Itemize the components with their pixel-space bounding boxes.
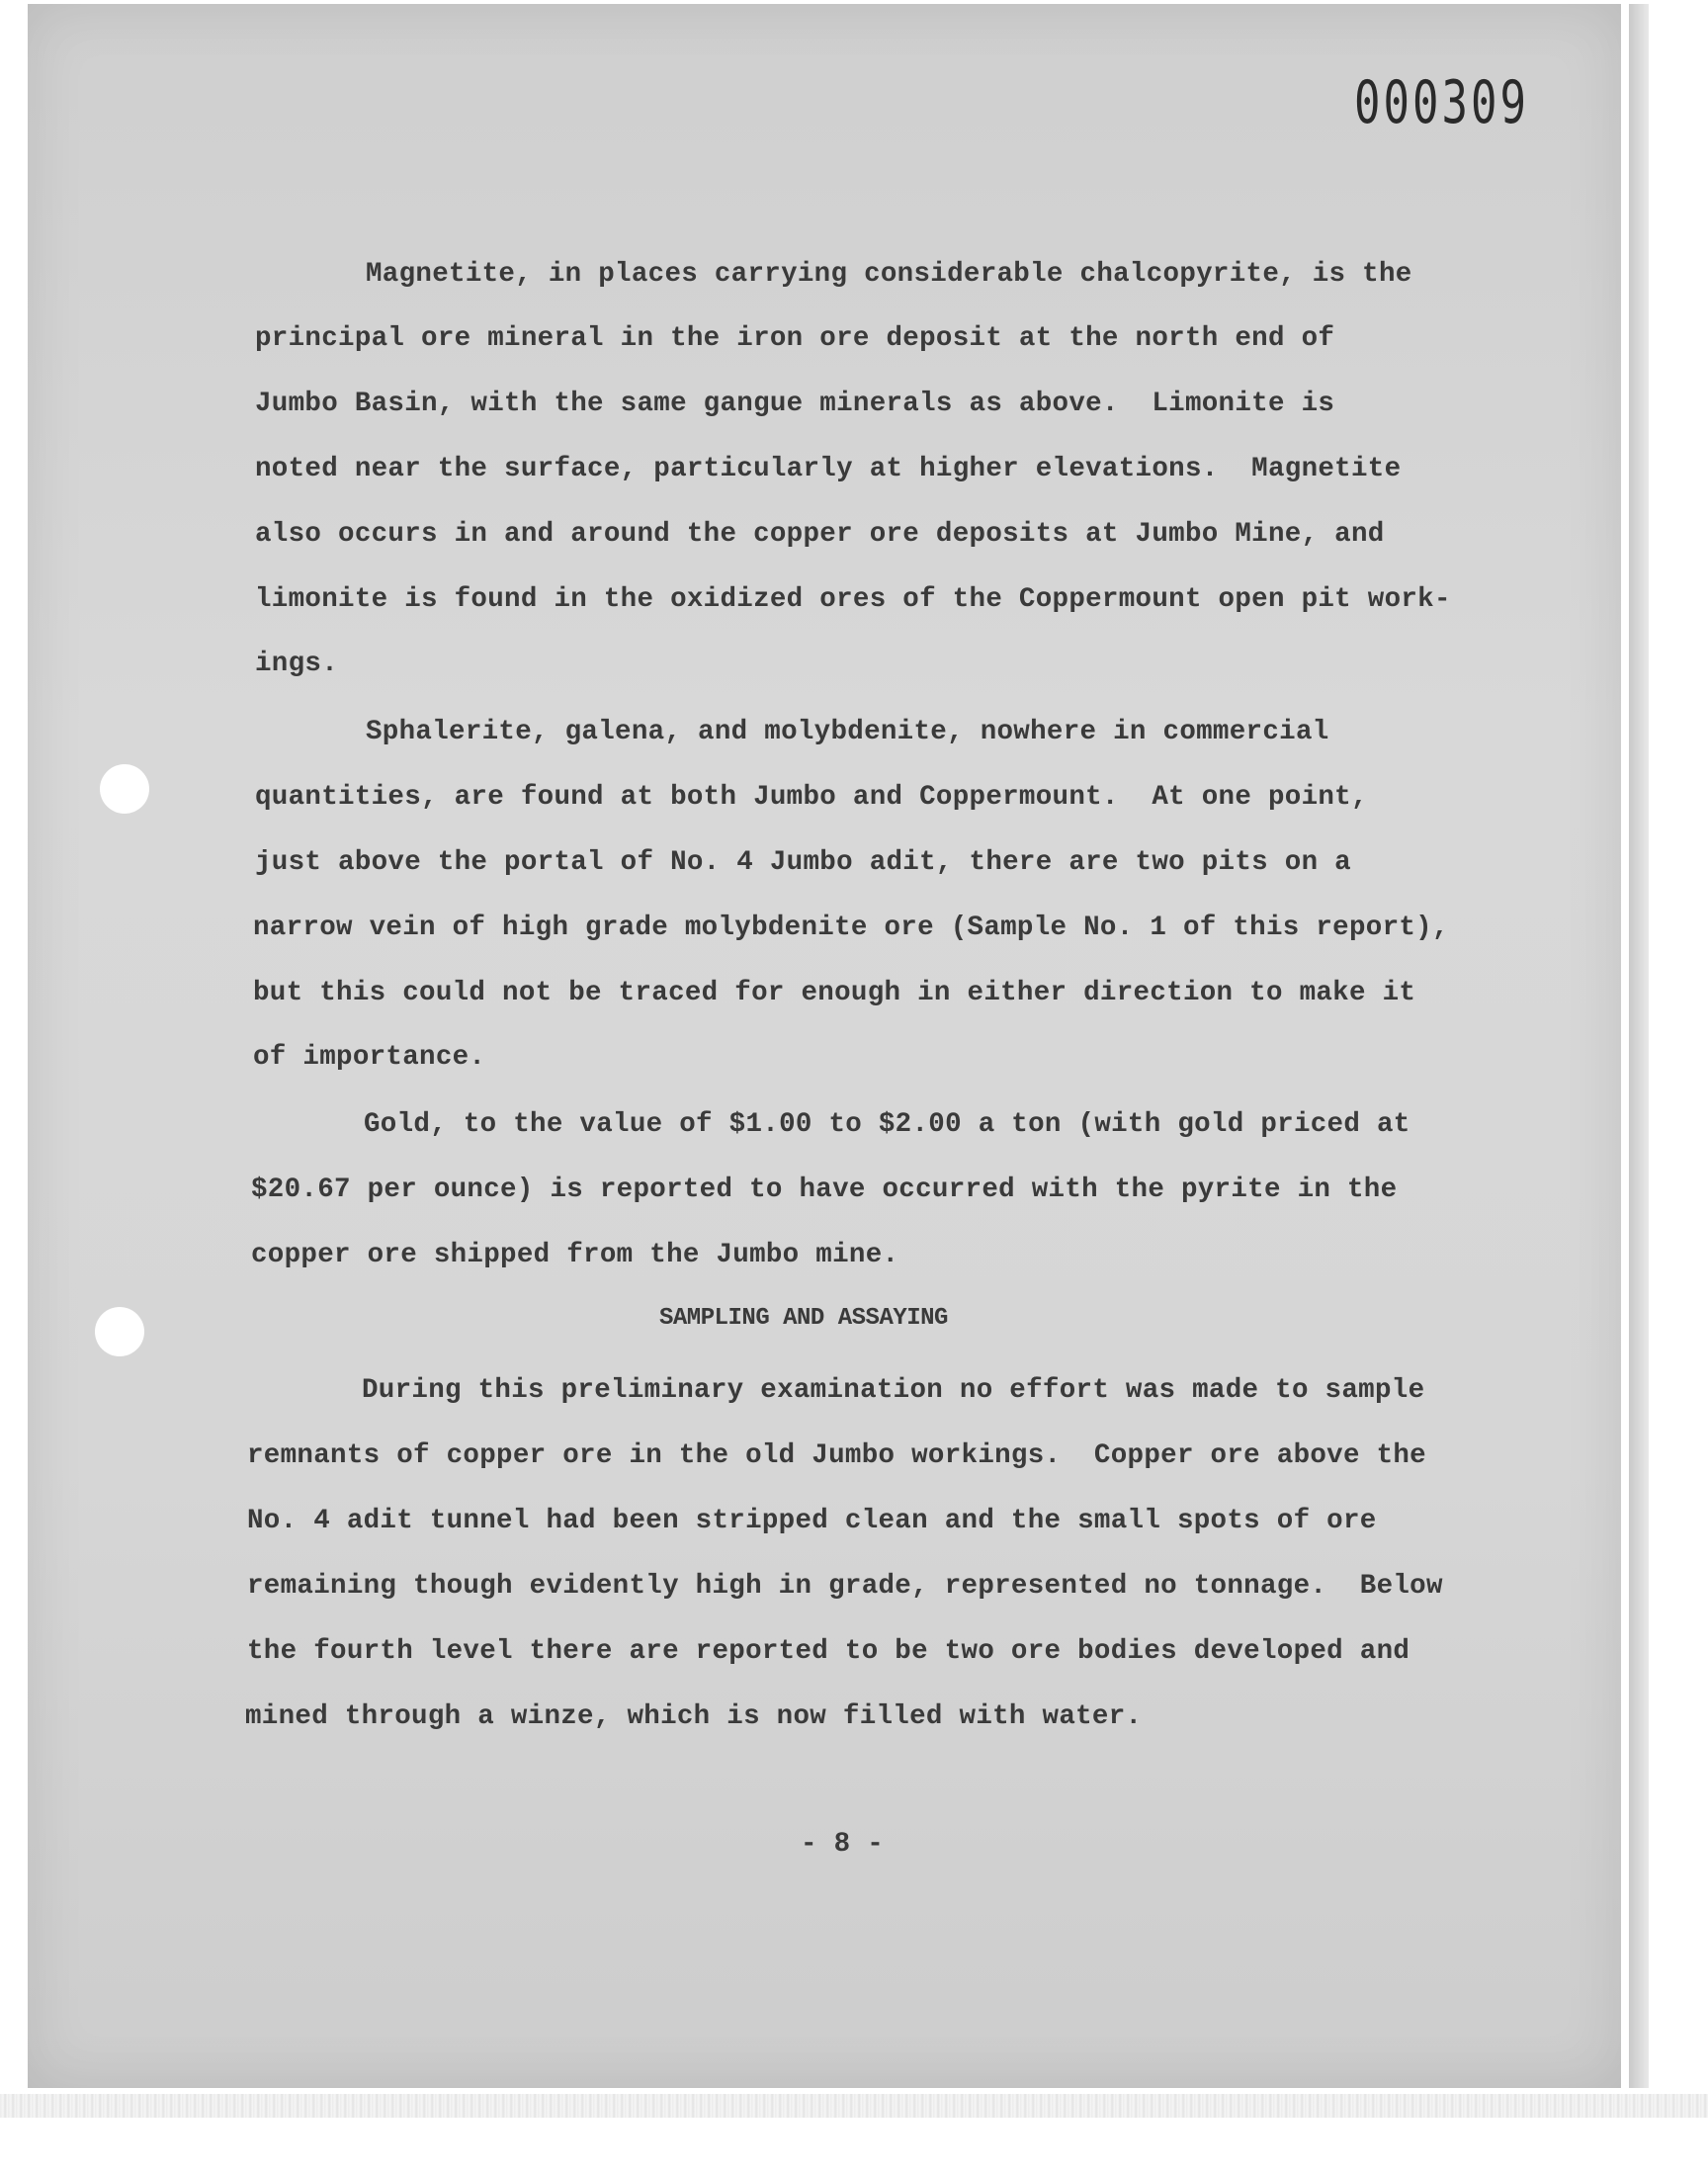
text-line: No. 4 adit tunnel had been stripped clean and the small spots of ore	[247, 1506, 1377, 1536]
text-line: of importance.	[253, 1042, 486, 1073]
text-line: principal ore mineral in the iron ore deposit at the north end of	[255, 323, 1335, 354]
text-line: remnants of copper ore in the old Jumbo workings. Copper ore above the	[247, 1440, 1426, 1471]
paper-edge	[1629, 4, 1649, 2088]
text-line: but this could not be traced for enough in either direction to make it	[253, 978, 1416, 1008]
text-line: remaining though evidently high in grade, represented no tonnage. Below	[247, 1571, 1443, 1602]
text-line: Magnetite, in places carrying considerable chalcopyrite, is the	[366, 259, 1412, 290]
text-line: quantities, are found at both Jumbo and Coppermount. At one point,	[255, 782, 1368, 813]
document-number: 000309	[1354, 69, 1529, 137]
text-line: mined through a winze, which is now filled with water.	[245, 1701, 1143, 1732]
text-line: copper ore shipped from the Jumbo mine.	[251, 1240, 899, 1270]
scanner-strip	[0, 2094, 1708, 2118]
punch-hole	[100, 764, 149, 814]
text-line: just above the portal of No. 4 Jumbo adit, there are two pits on a	[255, 847, 1351, 878]
section-heading: SAMPLING AND ASSAYING	[659, 1305, 948, 1332]
text-line: $20.67 per ounce) is reported to have occurred with the pyrite in the	[251, 1174, 1398, 1205]
text-line: the fourth level there are reported to be two ore bodies developed and	[247, 1636, 1410, 1667]
text-line: also occurs in and around the copper ore deposits at Jumbo Mine, and	[255, 519, 1385, 550]
text-line: ings.	[255, 649, 339, 679]
text-line: Gold, to the value of $1.00 to $2.00 a ton (with gold priced at	[364, 1109, 1410, 1140]
punch-hole	[95, 1307, 144, 1356]
text-line: narrow vein of high grade molybdenite ore (Sample No. 1 of this report),	[253, 913, 1449, 943]
page-number: - 8 -	[801, 1829, 885, 1860]
text-line: During this preliminary examination no effort was made to sample	[362, 1375, 1425, 1406]
text-line: limonite is found in the oxidized ores of the Coppermount open pit work-	[255, 584, 1451, 615]
text-line: Jumbo Basin, with the same gangue minerals as above. Limonite is	[255, 389, 1335, 419]
text-line: noted near the surface, particularly at higher elevations. Magnetite	[255, 454, 1402, 484]
text-line: Sphalerite, galena, and molybdenite, nowhere in commercial	[366, 717, 1329, 747]
